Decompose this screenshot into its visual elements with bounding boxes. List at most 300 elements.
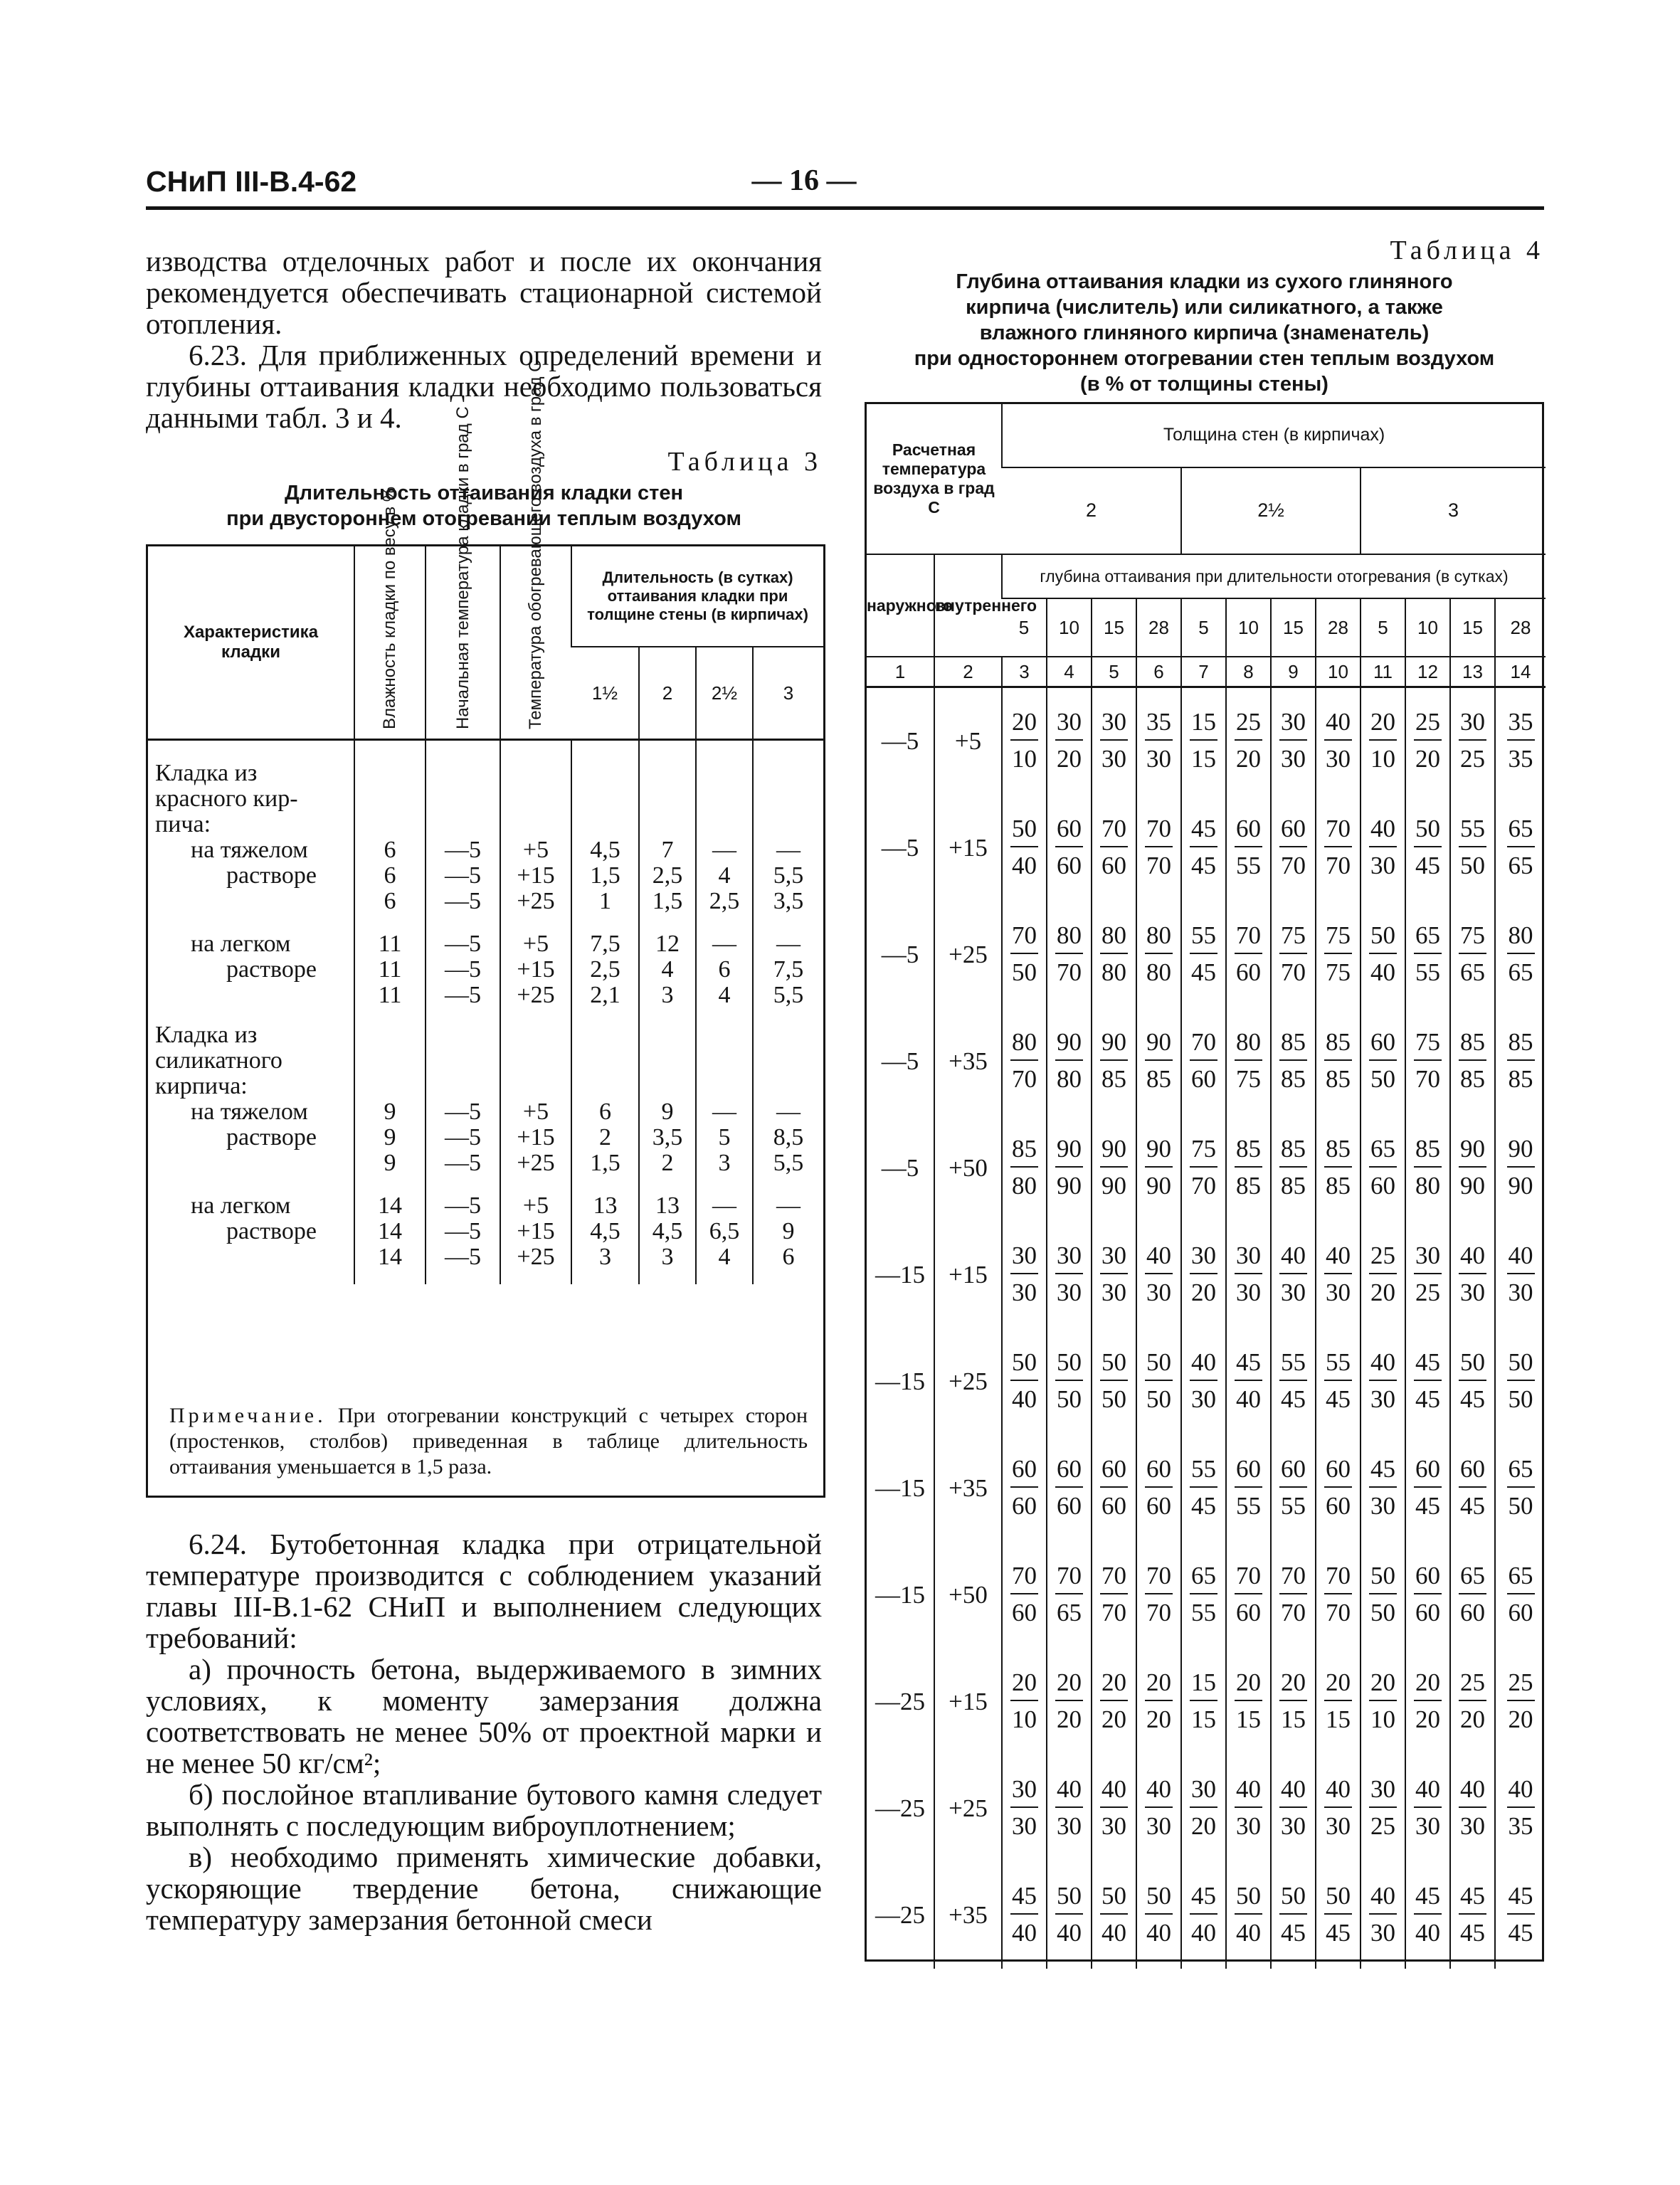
- t4-header-wall-thickness: Толщина стен (в кирпичах): [1002, 404, 1546, 467]
- t4-numerator: 90: [1507, 1136, 1535, 1168]
- t4-denominator: 45: [1415, 1385, 1440, 1413]
- t4-denominator: 60: [1101, 1492, 1126, 1520]
- t4-denominator: 15: [1191, 745, 1216, 773]
- t4-column-number: 3: [1002, 657, 1047, 687]
- t4-fraction: [1145, 923, 1173, 985]
- t4-data-row: [867, 1862, 1546, 1969]
- t3-duration-3: —: [696, 1099, 753, 1125]
- t4-depth-cell: [1047, 1435, 1092, 1542]
- t4-denominator: 60: [1057, 852, 1082, 879]
- t4-numerator: 40: [1414, 1777, 1442, 1808]
- t4-numerator: 20: [1100, 1670, 1128, 1701]
- t4-outside-temp: —25: [875, 1901, 925, 1929]
- t4-depth-cell: [1047, 1328, 1092, 1435]
- t4-header-calc-temp: Расчетная температура воздуха в град С: [867, 404, 1002, 554]
- t4-fraction: [1145, 1456, 1173, 1519]
- t4-outside-temp: —5: [881, 1154, 919, 1182]
- t4-denominator: 55: [1415, 958, 1440, 986]
- t3-duration-2: 7: [639, 837, 696, 863]
- t4-denominator: 30: [1191, 1385, 1216, 1413]
- t4-fraction: [1100, 709, 1128, 772]
- t3-duration-2: 13: [639, 1193, 696, 1219]
- t4-numerator: 20: [1369, 709, 1397, 741]
- t4-fraction: [1100, 923, 1128, 985]
- t4-depth-cell: [1405, 1755, 1450, 1862]
- t4-denominator: 60: [1415, 1599, 1440, 1626]
- t4-numerator: 35: [1145, 709, 1173, 741]
- t4-denominator: 15: [1326, 1705, 1351, 1733]
- t3-data-row: [148, 983, 823, 1008]
- t4-fraction: [1279, 1243, 1307, 1306]
- t4-numerator: 50: [1507, 1350, 1535, 1381]
- t3-header-thickness-3: 2½: [696, 647, 753, 740]
- t3-empty-cell: [639, 1008, 696, 1048]
- t4-fraction: [1459, 923, 1486, 985]
- t4-fraction: [1459, 1777, 1486, 1839]
- t4-denominator: 70: [1326, 1599, 1351, 1626]
- t4-numerator: 75: [1324, 923, 1352, 954]
- t4-depth-cell: [1092, 1542, 1136, 1649]
- t4-data-row: [867, 687, 1546, 795]
- t3-duration-3: 3: [696, 1150, 753, 1176]
- t3-duration-2: 2: [639, 1150, 696, 1176]
- t4-denominator: 30: [1326, 745, 1351, 773]
- t3-initial-temp: —5: [426, 957, 500, 983]
- t4-denominator: 70: [1146, 1599, 1171, 1626]
- t3-duration-2: 3,5: [639, 1125, 696, 1150]
- t4-data-row: [867, 795, 1546, 901]
- t3-group-label: красного кир-: [155, 785, 298, 812]
- t4-fraction: [1324, 923, 1352, 985]
- t4-depth-cell: [1316, 901, 1361, 1008]
- t4-fraction: [1010, 1136, 1038, 1199]
- t4-denominator: 30: [1146, 1279, 1171, 1306]
- t4-column-number: 13: [1450, 657, 1495, 687]
- t3-duration-4: —: [753, 1193, 823, 1219]
- t4-fraction: [1279, 923, 1307, 985]
- t4-fraction: [1324, 1030, 1352, 1092]
- t4-header-day: 28: [1136, 598, 1181, 657]
- t4-numerator: 50: [1145, 1350, 1173, 1381]
- t3-header-air-temp: Температура обогревающего воздуха в град С: [500, 546, 571, 740]
- t3-air-temp: +5: [500, 1193, 571, 1219]
- t4-denominator: 60: [1191, 1065, 1216, 1093]
- t4-denominator: 40: [1370, 958, 1395, 986]
- t4-numerator: 45: [1235, 1350, 1262, 1381]
- t4-depth-cell: [1226, 687, 1271, 795]
- t4-fraction: [1279, 1030, 1307, 1092]
- t4-data-row: [867, 1008, 1546, 1115]
- t4-fraction: [1369, 1563, 1397, 1626]
- t4-numerator: 50: [1279, 1883, 1307, 1915]
- t4-numerator: 75: [1459, 923, 1486, 954]
- t4-fraction: [1100, 1883, 1128, 1946]
- t3-duration-4: 6: [753, 1244, 823, 1270]
- t4-fraction: [1055, 709, 1083, 772]
- t4-fraction: [1145, 1670, 1173, 1732]
- t4-fraction: [1459, 1456, 1486, 1519]
- t3-empty-cell: [571, 812, 639, 837]
- t4-numerator: 60: [1414, 1563, 1442, 1594]
- t4-depth-cell: [1361, 1008, 1405, 1115]
- t4-numerator: 80: [1010, 1030, 1038, 1061]
- document-code: СНиП III-В.4-62: [146, 165, 357, 198]
- t4-depth-cell: [1450, 795, 1495, 901]
- t4-numerator: 70: [1279, 1563, 1307, 1594]
- t3-spacer-row: [148, 914, 823, 931]
- t3-empty-cell: [571, 914, 639, 931]
- t3-duration-1: 3: [571, 1244, 639, 1270]
- t4-fraction: [1190, 1350, 1217, 1412]
- t3-empty-cell: [696, 740, 753, 787]
- t4-numerator: 55: [1324, 1350, 1352, 1381]
- t4-denominator: 25: [1370, 1812, 1395, 1840]
- t4-denominator: 45: [1460, 1385, 1485, 1413]
- t4-fraction: [1100, 1456, 1128, 1519]
- t3-subgroup-label: на легком: [191, 1192, 291, 1219]
- t4-numerator: 70: [1235, 1563, 1262, 1594]
- t4-denominator: 30: [1281, 1279, 1306, 1306]
- t4-fraction: [1055, 1350, 1083, 1412]
- t4-fraction: [1010, 1350, 1038, 1412]
- t4-numerator: 50: [1100, 1883, 1128, 1915]
- t4-depth-cell: [1271, 795, 1316, 901]
- t4-denominator: 40: [1236, 1919, 1261, 1947]
- t4-fraction: [1414, 923, 1442, 985]
- t4-numerator: 40: [1369, 1350, 1397, 1381]
- t3-data-row: [148, 1219, 823, 1244]
- t3-data-row: [148, 1244, 823, 1270]
- t4-fraction: [1190, 709, 1217, 772]
- t3-moisture: 9: [354, 1099, 426, 1125]
- t4-denominator: 50: [1370, 1599, 1395, 1626]
- t3-subgroup-label: [148, 1244, 354, 1270]
- t3-empty-cell: [753, 740, 823, 787]
- t3-air-temp: +25: [500, 889, 571, 914]
- t4-numerator: 85: [1414, 1136, 1442, 1168]
- t4-numerator: 50: [1055, 1883, 1083, 1915]
- t4-fraction: [1279, 1670, 1307, 1732]
- t3-duration-3: 2,5: [696, 889, 753, 914]
- t4-denominator: 70: [1281, 852, 1306, 879]
- t3-empty-cell: [500, 1074, 571, 1099]
- t4-numerator: 60: [1235, 1456, 1262, 1488]
- t3-duration-1: 1: [571, 889, 639, 914]
- t4-numerator: 80: [1145, 923, 1173, 954]
- t4-numerator: 70: [1010, 923, 1038, 954]
- t4-denominator: 70: [1057, 958, 1082, 986]
- t4-fraction: [1507, 923, 1535, 985]
- t3-data-row: [148, 957, 823, 983]
- t3-data-row: [148, 863, 823, 889]
- t4-header-day: 10: [1405, 598, 1450, 657]
- t4-denominator: 50: [1508, 1492, 1533, 1520]
- t4-numerator: 85: [1279, 1030, 1307, 1061]
- t3-empty-cell: [354, 914, 426, 931]
- t4-depth-cell: [1450, 1328, 1495, 1435]
- t3-moisture: 9: [354, 1150, 426, 1176]
- t3-header-moisture: Влажность кладки по весу в %: [354, 546, 426, 740]
- t4-fraction: [1459, 1883, 1486, 1946]
- t4-numerator: 30: [1459, 709, 1486, 741]
- t3-empty-cell: [354, 786, 426, 812]
- table-4-grid: [867, 404, 1546, 1969]
- t4-depth-cell: [1136, 795, 1181, 901]
- t4-fraction: [1190, 1456, 1217, 1519]
- t3-spacer-row: [148, 1176, 823, 1193]
- t4-numerator: 75: [1279, 923, 1307, 954]
- t4-denominator: 30: [1415, 1812, 1440, 1840]
- t4-fraction: [1279, 1456, 1307, 1519]
- t4-numerator: 40: [1145, 1777, 1173, 1808]
- t4-depth-cell: [1405, 901, 1450, 1008]
- t4-numerator: 60: [1414, 1456, 1442, 1488]
- t4-depth-cell: [1316, 1115, 1361, 1222]
- t4-depth-cell: [1361, 795, 1405, 901]
- t4-data-row: [867, 1328, 1546, 1435]
- t3-air-temp: +15: [500, 1125, 571, 1150]
- t4-depth-cell: [1136, 687, 1181, 795]
- t4-numerator: 40: [1279, 1243, 1307, 1274]
- t3-header-initial-temp: Начальная температура кладки в град С: [426, 546, 500, 740]
- t4-fraction: [1324, 709, 1352, 772]
- t4-outside-temp: —15: [875, 1261, 925, 1289]
- t4-depth-cell: [1181, 1328, 1226, 1435]
- t4-column-number: 4: [1047, 657, 1092, 687]
- t4-denominator: 60: [1012, 1599, 1037, 1626]
- t4-column-number: 10: [1316, 657, 1361, 687]
- t4-fraction: [1010, 1563, 1038, 1626]
- t4-denominator: 45: [1281, 1385, 1306, 1413]
- t3-initial-temp: —5: [426, 1099, 500, 1125]
- t4-depth-cell: [1092, 1755, 1136, 1862]
- t4-fraction: [1145, 1777, 1173, 1839]
- t3-empty-cell: [148, 1176, 354, 1193]
- t4-fraction: [1507, 1243, 1535, 1306]
- t4-numerator: 45: [1010, 1883, 1038, 1915]
- t3-initial-temp: —5: [426, 837, 500, 863]
- t4-numerator: 30: [1235, 1243, 1262, 1274]
- t3-duration-3: —: [696, 931, 753, 957]
- t4-denominator: 10: [1370, 745, 1395, 773]
- t4-fraction: [1369, 709, 1397, 772]
- t4-fraction: [1235, 1136, 1262, 1199]
- t4-depth-cell: [1226, 795, 1271, 901]
- t4-fraction: [1414, 1883, 1442, 1946]
- t4-numerator: 50: [1459, 1350, 1486, 1381]
- t4-depth-cell: [1226, 1115, 1271, 1222]
- t4-depth-cell: [1092, 1008, 1136, 1115]
- t4-fraction: [1369, 1243, 1397, 1306]
- t4-depth-cell: [1092, 687, 1136, 795]
- table4-caption: Таблица 4: [1390, 236, 1544, 265]
- t3-group-label: силикатного: [155, 1047, 282, 1074]
- t4-fraction: [1010, 1243, 1038, 1306]
- t4-denominator: 30: [1370, 1385, 1395, 1413]
- t4-numerator: 30: [1055, 1243, 1083, 1274]
- t3-empty-cell: [571, 1176, 639, 1193]
- t4-numerator: 50: [1145, 1883, 1173, 1915]
- t4-depth-cell: [1405, 1115, 1450, 1222]
- page-number: — 16 —: [751, 164, 857, 197]
- t4-depth-cell: [1181, 1222, 1226, 1328]
- t3-data-row: [148, 1193, 823, 1219]
- t3-empty-cell: [571, 740, 639, 787]
- t4-denominator: 50: [1370, 1065, 1395, 1093]
- t4-denominator: 40: [1146, 1919, 1171, 1947]
- t4-fraction: [1414, 1136, 1442, 1199]
- t3-group-label-row: [148, 1074, 823, 1099]
- t4-denominator: 60: [1146, 1492, 1171, 1520]
- t3-duration-2: 2,5: [639, 863, 696, 889]
- t4-denominator: 50: [1057, 1385, 1082, 1413]
- t3-group-label: Кладка из: [155, 760, 258, 786]
- t3-empty-cell: [753, 1270, 823, 1284]
- t4-denominator: 35: [1508, 1812, 1533, 1840]
- t4-denominator: 40: [1101, 1919, 1126, 1947]
- t4-denominator: 45: [1460, 1919, 1485, 1947]
- t4-depth-cell: [1002, 1755, 1047, 1862]
- t4-fraction: [1369, 923, 1397, 985]
- t3-duration-2: 1,5: [639, 889, 696, 914]
- t3-header-thickness-1: 1½: [571, 647, 639, 740]
- t3-initial-temp: —5: [426, 1125, 500, 1150]
- t4-numerator: 90: [1145, 1030, 1173, 1061]
- t3-air-temp: +25: [500, 1244, 571, 1270]
- t4-inside-temp: +5: [934, 687, 1002, 795]
- t4-fraction: [1190, 1136, 1217, 1199]
- t4-inside-temp: +15: [934, 1222, 1002, 1328]
- t4-depth-cell: [1136, 1328, 1181, 1435]
- t4-numerator: 65: [1507, 816, 1535, 847]
- t4-depth-cell: [1226, 1435, 1271, 1542]
- t4-depth-cell: [1002, 795, 1047, 901]
- t4-depth-cell: [1495, 1862, 1546, 1969]
- t4-depth-cell: [1226, 1755, 1271, 1862]
- t4-numerator: 55: [1279, 1350, 1307, 1381]
- t4-numerator: 70: [1010, 1563, 1038, 1594]
- t3-duration-4: 5,5: [753, 983, 823, 1008]
- t3-initial-temp: —5: [426, 1244, 500, 1270]
- t4-denominator: 20: [1101, 1705, 1126, 1733]
- t3-empty-cell: [148, 1270, 354, 1284]
- t4-denominator: 30: [1101, 745, 1126, 773]
- t3-data-row: [148, 1125, 823, 1150]
- t4-depth-cell: [1495, 1115, 1546, 1222]
- t4-denominator: 20: [1415, 1705, 1440, 1733]
- t3-empty-cell: [500, 740, 571, 787]
- t3-empty-cell: [148, 914, 354, 931]
- t4-fraction: [1324, 1456, 1352, 1519]
- t3-duration-4: 8,5: [753, 1125, 823, 1150]
- t4-depth-cell: [1002, 1649, 1047, 1755]
- t4-depth-cell: [1181, 1649, 1226, 1755]
- table4-title-line3: влажного глиняного кирпича (знаменатель): [979, 322, 1430, 344]
- t4-denominator: 15: [1236, 1705, 1261, 1733]
- t4-fraction: [1414, 1350, 1442, 1412]
- t4-denominator: 45: [1415, 1492, 1440, 1520]
- t4-denominator: 45: [1191, 1492, 1216, 1520]
- t4-depth-cell: [1495, 1755, 1546, 1862]
- t4-depth-cell: [1405, 795, 1450, 901]
- t3-empty-cell: [354, 1176, 426, 1193]
- t4-numerator: 50: [1100, 1350, 1128, 1381]
- t4-fraction: [1507, 1136, 1535, 1199]
- t3-subgroup-label: растворе: [226, 862, 317, 889]
- t3-empty-cell: [354, 1074, 426, 1099]
- t4-depth-cell: [1450, 1755, 1495, 1862]
- t4-denominator: 20: [1236, 745, 1261, 773]
- t4-depth-cell: [1271, 1008, 1316, 1115]
- t4-depth-cell: [1047, 687, 1092, 795]
- t3-empty-cell: [696, 1074, 753, 1099]
- t4-fraction: [1190, 1030, 1217, 1092]
- t4-numerator: 65: [1414, 923, 1442, 954]
- t4-denominator: 70: [1281, 1599, 1306, 1626]
- t4-numerator: 40: [1235, 1777, 1262, 1808]
- t4-depth-cell: [1002, 687, 1047, 795]
- t4-fraction: [1235, 816, 1262, 879]
- t3-duration-1: 6: [571, 1099, 639, 1125]
- t4-depth-cell: [1226, 1862, 1271, 1969]
- t3-duration-1: 4,5: [571, 1219, 639, 1244]
- t4-fraction: [1507, 1563, 1535, 1626]
- t4-numerator: 50: [1369, 923, 1397, 954]
- t3-group-label-row: [148, 740, 823, 787]
- t4-numerator: 30: [1010, 1777, 1038, 1808]
- t4-fraction: [1324, 1777, 1352, 1839]
- t3-initial-temp: —5: [426, 863, 500, 889]
- t4-inside-temp: +50: [934, 1115, 1002, 1222]
- t4-depth-cell: [1181, 1115, 1226, 1222]
- t4-denominator: 50: [1508, 1385, 1533, 1413]
- t4-depth-cell: [1181, 1008, 1226, 1115]
- t3-empty-cell: [696, 1048, 753, 1074]
- t4-denominator: 55: [1191, 1599, 1216, 1626]
- t4-numerator: 30: [1369, 1777, 1397, 1808]
- t3-air-temp: +15: [500, 1219, 571, 1244]
- t4-numerator: 25: [1235, 709, 1262, 741]
- t3-group-label-row: [148, 812, 823, 837]
- t4-denominator: 75: [1236, 1065, 1261, 1093]
- t4-denominator: 80: [1101, 958, 1126, 986]
- t4-fraction: [1235, 923, 1262, 985]
- t4-numerator: 40: [1279, 1777, 1307, 1808]
- t4-depth-cell: [1092, 795, 1136, 901]
- t4-depth-cell: [1047, 1222, 1092, 1328]
- t4-depth-cell: [1316, 1862, 1361, 1969]
- t3-empty-cell: [639, 1270, 696, 1284]
- t4-denominator: 90: [1146, 1172, 1171, 1200]
- t3-group-label: кирпича:: [155, 1073, 248, 1099]
- t4-denominator: 30: [1370, 852, 1395, 879]
- t4-denominator: 90: [1460, 1172, 1485, 1200]
- t3-subgroup-label: на легком: [191, 931, 291, 957]
- t3-moisture: 11: [354, 931, 426, 957]
- t3-empty-cell: [753, 786, 823, 812]
- t3-initial-temp: —5: [426, 931, 500, 957]
- t4-inside-temp: +35: [934, 1435, 1002, 1542]
- t4-denominator: 90: [1057, 1172, 1082, 1200]
- t4-depth-cell: [1316, 1222, 1361, 1328]
- t3-duration-4: —: [753, 931, 823, 957]
- t4-fraction: [1235, 1456, 1262, 1519]
- t3-air-temp: +15: [500, 957, 571, 983]
- t4-numerator: 50: [1010, 816, 1038, 847]
- t4-depth-cell: [1181, 687, 1226, 795]
- t4-depth-cell: [1405, 1222, 1450, 1328]
- t3-data-row: [148, 889, 823, 914]
